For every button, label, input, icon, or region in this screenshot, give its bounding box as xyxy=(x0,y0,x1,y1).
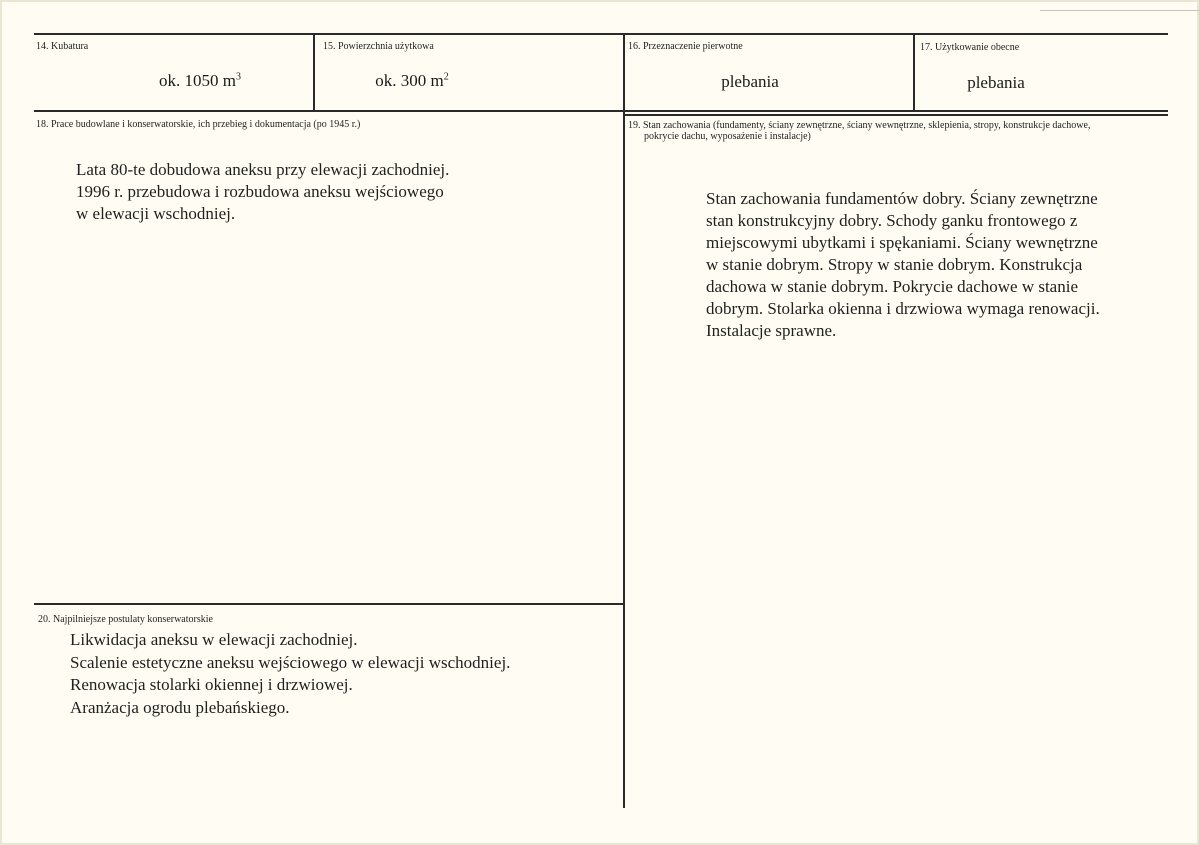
field-20-line: Likwidacja aneksu w elewacji zachodniej. xyxy=(70,630,358,649)
field-18-label: 18. Prace budowlane i konserwatorskie, ich przebieg i dokumentacja (po 1945 r.) xyxy=(36,119,361,130)
field-15-value xyxy=(352,71,472,91)
field-19-line: miejscowymi ubytkami i spękaniami. Ściany wewnętrzne xyxy=(706,233,1098,252)
field-19-line: dobrym. Stolarka okienna i drzwiowa wymaga renowacji. xyxy=(706,299,1100,318)
field-14-value-text: ok. 1050 m xyxy=(159,71,236,90)
field-19-line: w stanie dobrym. Stropy w stanie dobrym. Konstrukcja xyxy=(706,255,1083,274)
field-19-text xyxy=(706,188,1100,342)
field-14-value xyxy=(140,71,260,91)
field-17-value: plebania xyxy=(967,73,1025,92)
top-border xyxy=(34,33,1168,35)
field-18-line: 1996 r. przebudowa i rozbudowa aneksu wejściowego xyxy=(76,182,444,201)
field-19-label-line1: 19. Stan zachowania (fundamenty, ściany zewnętrzne, ściany wewnętrzne, sklepienia, stropy, konstrukcje dachowe, xyxy=(628,120,1091,131)
field-14-value-exponent: 3 xyxy=(235,71,241,83)
field-19-line: stan konstrukcyjny dobry. Schody ganku frontowego z xyxy=(706,211,1078,230)
field-15-value-exponent: 2 xyxy=(443,71,449,83)
field-18-line: Lata 80-te dobudowa aneksu przy elewacji zachodniej. xyxy=(76,160,450,179)
row2-top-border-right xyxy=(624,114,1168,116)
field-17-label: 17. Użytkowanie obecne xyxy=(920,42,1020,53)
field-16-value: plebania xyxy=(721,72,779,91)
field-20-line: Scalenie estetyczne aneksu wejściowego w elewacji wschodniej. xyxy=(70,652,511,672)
divider-15-16 xyxy=(623,33,625,808)
field-19-line: dachowa w stanie dobrym. Pokrycie dachowe w stanie xyxy=(706,277,1078,296)
divider-16-17 xyxy=(913,33,915,112)
scan-edge-line xyxy=(1040,10,1199,11)
field-19-line: Stan zachowania fundamentów dobry. Ściany zewnętrzne xyxy=(706,189,1098,208)
field-15-value-text: ok. 300 m xyxy=(375,71,444,90)
row1-bottom-border xyxy=(34,110,1168,112)
field-20-label: 20. Najpilniejsze postulaty konserwatorskie xyxy=(38,614,213,625)
section20-top-border xyxy=(34,603,624,605)
divider-14-15 xyxy=(313,33,315,112)
field-14-label: 14. Kubatura xyxy=(36,41,89,52)
field-20-line: Renowacja stolarki okiennej i drzwiowej. xyxy=(70,675,353,694)
field-19-line: Instalacje sprawne. xyxy=(706,321,837,340)
field-18-line: w elewacji wschodniej. xyxy=(76,204,236,223)
field-20-text xyxy=(70,629,510,719)
field-20-line: Aranżacja ogrodu plebańskiego. xyxy=(70,697,290,717)
field-19-label-line2: pokrycie dachu, wyposażenie i instalacje) xyxy=(644,131,811,142)
field-18-text xyxy=(76,159,449,225)
field-15-label: 15. Powierzchnia użytkowa xyxy=(323,41,434,52)
field-16-label: 16. Przeznaczenie pierwotne xyxy=(628,41,743,52)
